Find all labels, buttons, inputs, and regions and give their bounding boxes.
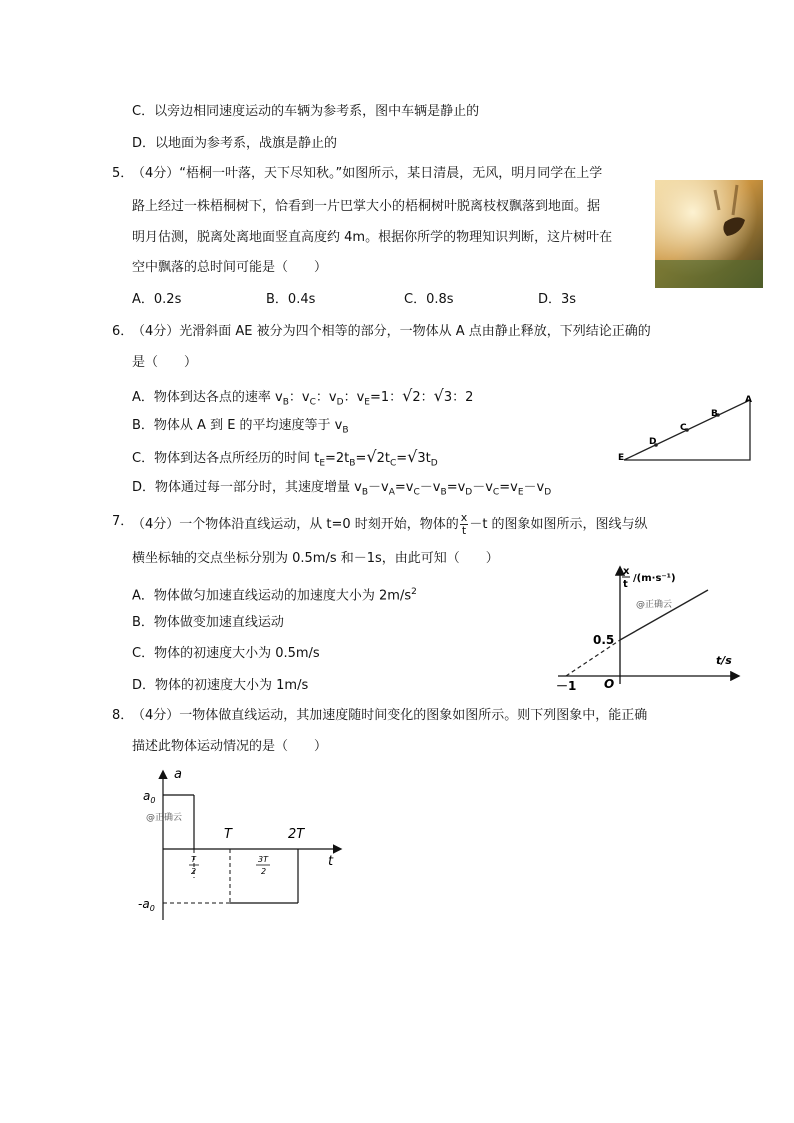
watermark: @正确云 xyxy=(636,600,673,610)
falling-leaf-photo xyxy=(655,180,763,288)
incline-label-d: D xyxy=(649,437,657,447)
y-axis-unit: /(m·s⁻¹) xyxy=(633,573,676,584)
q7-line2: 横坐标轴的交点坐标分别为 0.5m/s 和－1s，由此可知（ ） xyxy=(132,551,499,566)
y-intercept-label: 0.5 xyxy=(593,633,615,647)
q6-option-b: B．物体从 A 到 E 的平均速度等于 $v_B$ xyxy=(132,418,349,436)
half-t-numerator: T xyxy=(191,855,196,864)
three-half-t-numerator: 3T xyxy=(258,855,268,864)
q7-line1: （4分）一个物体沿直线运动，从 t=0 时刻开始，物体的 $\frac{x}{t}$ －t 的图象如图所示，图线与纵 xyxy=(132,511,648,537)
origin-label: O xyxy=(604,677,615,690)
q5-line4: 空中飘落的总时间可能是（ ） xyxy=(132,260,328,275)
neg-a0-label: $-a_0$ xyxy=(138,897,155,913)
q5-line3: 明月估测，脱离处离地面竖直高度约 4m。根据你所学的物理知识判断，这片树叶在 xyxy=(132,230,613,245)
t-axis-label: t xyxy=(328,854,334,869)
q5-number: 5． xyxy=(112,166,134,181)
incline-label-c: C xyxy=(680,423,687,433)
x-over-t-fraction: $\frac{x}{t}$ xyxy=(460,511,468,537)
q8-line1: （4分）一物体做直线运动，其加速度随时间变化的图象如图所示。则下列图象中，能正确 xyxy=(132,708,648,723)
q5-line2: 路上经过一株梧桐树下，恰看到一片巴掌大小的梧桐树叶脱离枝杈飘落到地面。据 xyxy=(132,199,601,214)
incline-label-b: B xyxy=(711,409,718,419)
y-frac-d: t xyxy=(623,579,628,590)
q5-option-a: A．0.2s xyxy=(132,292,182,307)
x-axis-label: t/s xyxy=(716,654,732,667)
q5-option-b: B．0.4s xyxy=(266,292,316,307)
q7-option-a: A．物体做匀加速直线运动的加速度大小为 $2m/s^2$ xyxy=(132,587,417,604)
q7-number: 7． xyxy=(112,514,134,529)
q6-option-d: D．物体通过每一部分时，其速度增量 $v_B-v_A=v_C-v_B=v_D-v_C=v_E-v_D$ xyxy=(132,480,552,498)
three-half-t-denominator: 2 xyxy=(261,867,267,876)
q7-option-d: D．物体的初速度大小为 1m/s xyxy=(132,678,309,693)
half-t-denominator: 2 xyxy=(191,867,197,876)
incline-label-a: A xyxy=(745,395,752,405)
q5-option-c: C．0.8s xyxy=(404,292,454,307)
at-graph xyxy=(130,762,350,922)
q8-line2: 描述此物体运动情况的是（ ） xyxy=(132,739,328,754)
q5-option-d: D．3s xyxy=(538,292,577,307)
q6-line1: （4分）光滑斜面 AE 被分为四个相等的部分，一物体从 A 点由静止释放，下列结论正确的 xyxy=(132,324,651,339)
y-frac-n: x xyxy=(623,566,630,577)
q6-option-a: A．物体到达各点的速率 $v_B$：$v_C$：$v_D$：$v_E=1$：√2：√3：2 xyxy=(132,386,474,408)
xt-graph xyxy=(548,560,748,690)
q6-number: 6． xyxy=(112,324,134,339)
q6-line2: 是（ ） xyxy=(132,355,198,370)
two-t-label: 2T xyxy=(288,827,305,842)
incline-figure xyxy=(612,390,762,468)
incline-label-e: E xyxy=(618,453,625,463)
q5-line1: （4分）“梧桐一叶落，天下尽知秋。”如图所示，某日清晨，无风，明月同学在上学 xyxy=(132,166,603,181)
q4-option-c: C．以旁边相同速度运动的车辆为参考系，图中车辆是静止的 xyxy=(132,104,480,119)
q6-option-c: C．物体到达各点所经历的时间 $t_E=2t_B=√2t_C=√3t_D$ xyxy=(132,447,438,469)
q7-option-c: C．物体的初速度大小为 0.5m/s xyxy=(132,646,320,661)
a0-label: $a_0$ xyxy=(143,789,156,805)
x-intercept-label: －1 xyxy=(556,679,577,690)
t-label: T xyxy=(224,827,232,842)
q4-option-d: D．以地面为参考系，战旗是静止的 xyxy=(132,136,338,151)
watermark: @正确云 xyxy=(146,813,183,823)
q8-number: 8． xyxy=(112,708,134,723)
q7-option-b: B．物体做变加速直线运动 xyxy=(132,615,284,630)
a-axis-label: a xyxy=(174,767,182,782)
